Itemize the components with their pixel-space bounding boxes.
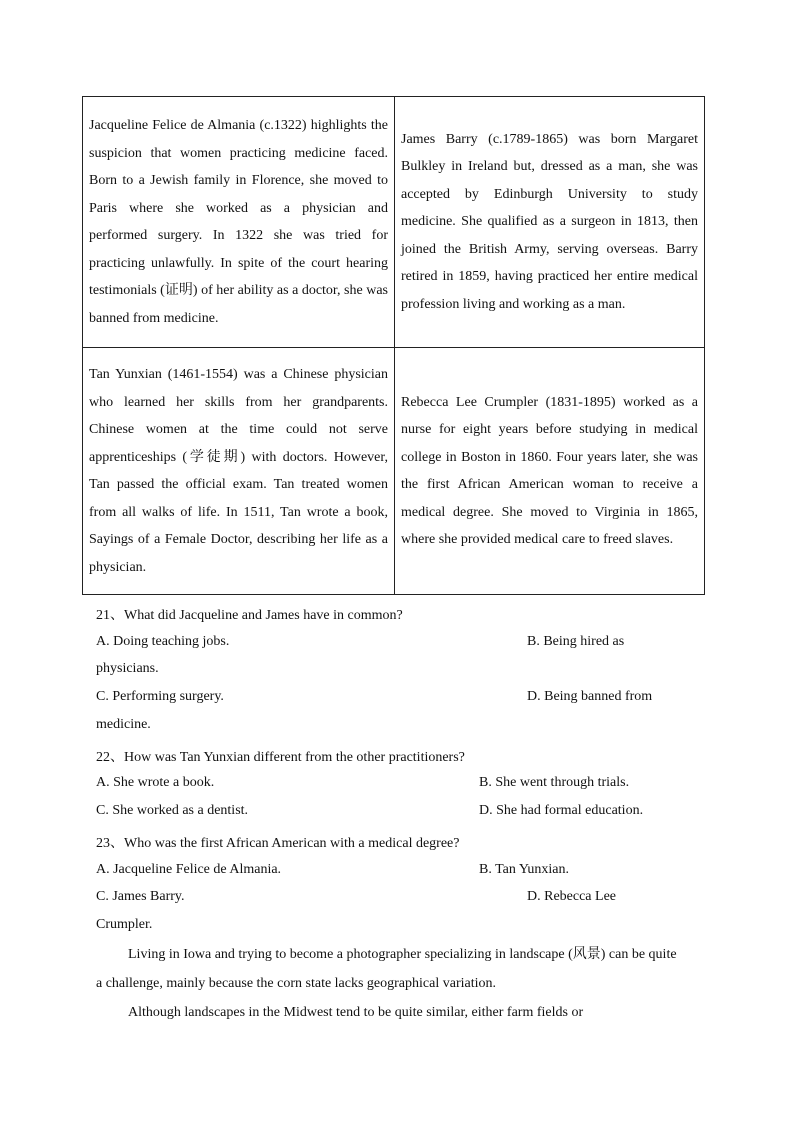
question-23-stem: 23、Who was the first African American with a medical degree? — [96, 836, 460, 851]
table-row — [83, 97, 705, 348]
question-23-option-a: A. Jacqueline Felice de Almania. — [96, 862, 282, 877]
bio-cell-james: James Barry (c.1789-1865) was born Margaret Bulkley in Ireland but, dressed as a man, she was accepted by Edinburgh University to study medicine. She qualified as a surgeon in 1813, then joined the British Army, serving overseas. Barry retired in 1859, having practiced her entire medical profession living and working as a man. — [395, 97, 705, 348]
question-21-option-d-continued: medicine. — [96, 717, 151, 732]
bio-cell-jacqueline: Jacqueline Felice de Almania (c.1322) highlights the suspicion that women practicing medicine faced. Born to a Jewish family in Florence, she moved to Paris where she worked as a physician and performed surgery. In 1322 she was tried for practicing unlawfully. In spite of the court hearing testimonials (证明) of her ability as a doctor, she was banned from medicine. — [83, 97, 395, 348]
passage-paragraph-2-text: Although landscapes in the Midwest tend to be quite similar, either farm fields or — [128, 1005, 584, 1020]
question-22-option-a: A. She wrote a book. — [96, 775, 215, 790]
question-22-option-c: C. She worked as a dentist. — [96, 803, 249, 818]
bio-cell-rebecca: Rebecca Lee Crumpler (1831-1895) worked as a nurse for eight years before studying in medical college in Boston in 1860. Four years later, she was the first African American woman to receive a medical degree. She moved to Virginia in 1865, where she provided medical care to freed slaves. — [395, 348, 705, 595]
table-row — [83, 348, 705, 595]
question-21-option-d: D. Being banned from — [527, 689, 653, 704]
question-21-option-c: C. Performing surgery. — [96, 689, 224, 704]
passage-paragraph-2 — [96, 998, 686, 1027]
question-22-option-b: B. She went through trials. — [479, 775, 630, 790]
question-23-option-c: C. James Barry. — [96, 889, 185, 904]
question-23-option-b: B. Tan Yunxian. — [479, 862, 570, 877]
question-21-option-b: B. Being hired as — [527, 634, 625, 649]
question-21-option-b-continued: physicians. — [96, 661, 159, 676]
question-23-option-d: D. Rebecca Lee — [527, 889, 616, 904]
question-23-option-d-continued: Crumpler. — [96, 917, 153, 932]
bio-cell-tan: Tan Yunxian (1461-1554) was a Chinese physician who learned her skills from her grandparents. Chinese women at the time could not serve apprenticeships (学徒期) with doctors. However, Tan passed the official exam. Tan treated women from all walks of life. In 1511, Tan wrote a book, Sayings of a Female Doctor, describing her life as a physician. — [83, 348, 395, 595]
question-22-stem: 22、How was Tan Yunxian different from the other practitioners? — [96, 750, 465, 765]
biography-table — [82, 96, 705, 595]
question-21-stem: 21、What did Jacqueline and James have in common? — [96, 608, 403, 623]
question-21-option-a: A. Doing teaching jobs. — [96, 634, 230, 649]
passage-paragraph-1 — [96, 940, 686, 998]
passage-paragraph-1-text: Living in Iowa and trying to become a photographer specializing in landscape (风景) can be quite a challenge, mainly because the corn state lacks geographical variation. — [96, 947, 677, 991]
question-22-option-d: D. She had formal education. — [479, 803, 644, 818]
